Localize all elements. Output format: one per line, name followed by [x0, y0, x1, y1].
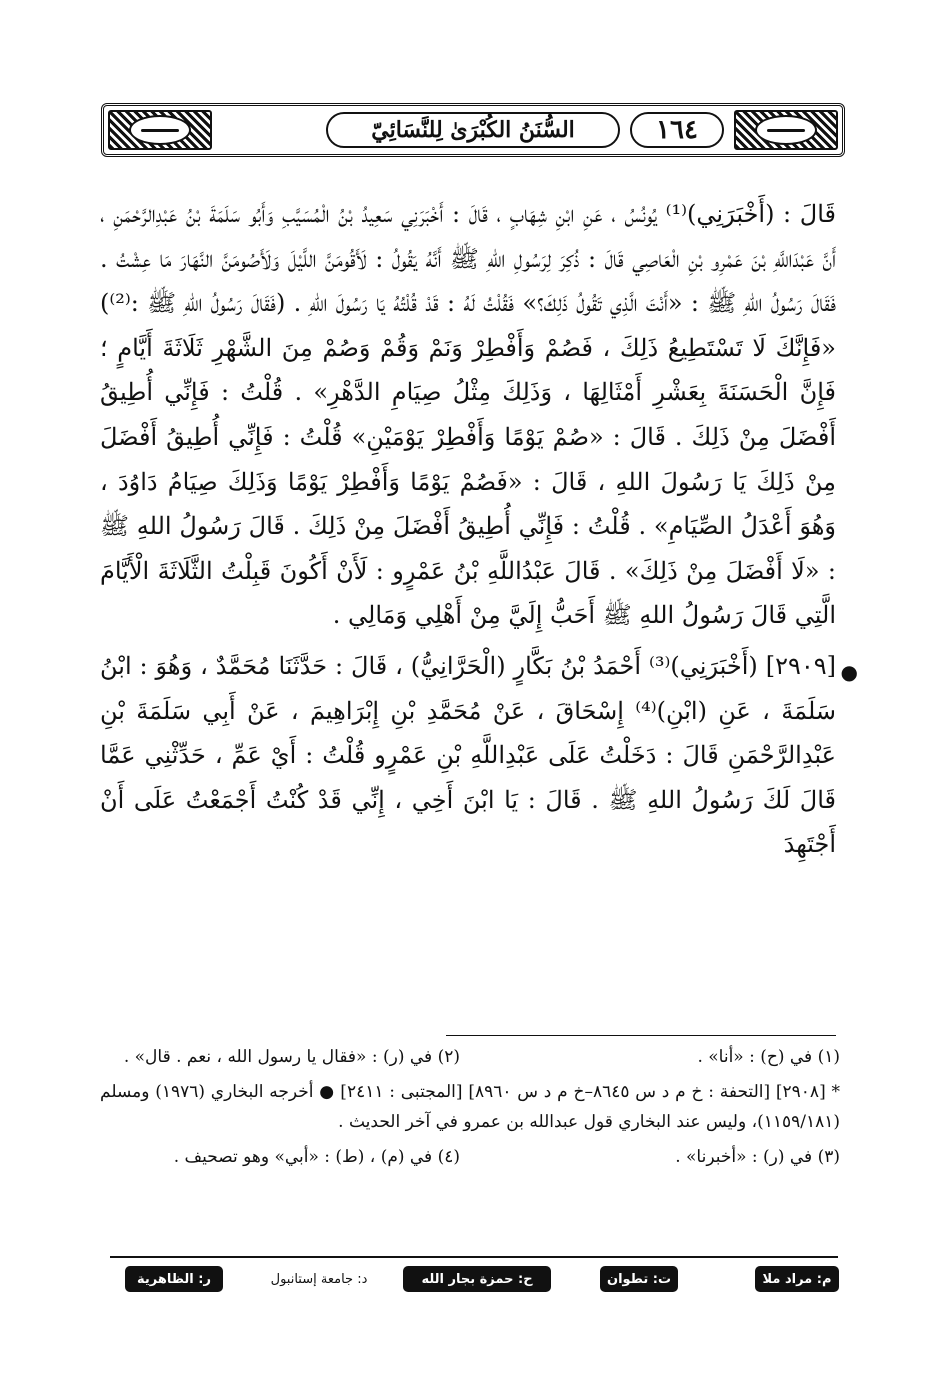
hadith-2909-text: [100, 644, 858, 867]
manuscript-legend: [0, 1266, 951, 1296]
hadith-2908-text: قَالَ : (أَخْبَرَنِي)⁽¹⁾ يُونُسُ ، عَنِ ابْنِ شِهَابٍ ، قَالَ : أَخْبَرَنِي سَعِيدُ بْنُ الْمُسَيَّبِ وَأَبُو سَلَمَةَ بْنُ عَبْدِالرَّحْمَنِ ، أَنَّ عَبْدَاللَّهِ بْنَ عَمْرِو بْنِ الْعَاصِي قَالَ : ذُكِرَ لِرَسُولِ اللهِ ﷺ أَنَّهُ يَقُولُ : لَأَقُومَنَّ اللَّيْلَ وَلَأَصُومَنَّ النَّهَارَ مَا عِشْتُ . فَقَالَ رَسُولُ اللهِ ﷺ : «أَنْتَ الَّذِي تَقُولُ ذَلِكَ؟» فَقُلْتُ لَهُ : قَدْ قُلْتُهُ يَا رَسُولَ اللهِ . (فَقَالَ رَسُولُ اللهِ ﷺ :⁽²⁾) «فَإِنَّكَ لَا تَسْتَطِيعُ ذَلِكَ ، فَصُمْ وَأَفْطِرْ وَنَمْ وَقُمْ وَصُمْ مِنَ الشَّهْرِ ثَلَاثَةَ أَيَّامٍ ؛ فَإِنَّ الْحَسَنَةَ بِعَشْرِ أَمْثَالِهَا ، وَذَلِكَ مِثْلُ صِيَامِ الدَّهْرِ» . قُلْتُ : فَإِنِّي أُطِيقُ أَفْضَلَ مِنْ ذَلِكَ . قَالَ : «صُمْ يَوْمًا وَأَفْطِرْ يَوْمَيْنِ» قُلْتُ : فَإِنِّي أُطِيقُ أَفْضَلَ مِنْ ذَلِكَ يَا رَسُولَ اللهِ ، قَالَ : «فَصُمْ يَوْمًا وَأَفْطِرْ يَوْمًا وَذَلِكَ صِيَامُ دَاوُدَ ، وَهُوَ أَعْدَلُ الصِّيَامِ» . قُلْتُ : فَإِنِّي أُطِيقُ أَفْضَلَ مِنْ ذَلِكَ . قَالَ رَسُولُ اللهِ ﷺ : «لَا أَفْضَلَ مِنْ ذَلِكَ» . قَالَ عَبْدُاللَّهِ بْنُ عَمْرٍو : لَأَنْ أَكُونَ قَبِلْتُ الثَّلَاثَةَ الْأَيَّامَ الَّتِي قَالَ رَسُولُ اللهِ ﷺ أَحَبُّ إِلَيَّ مِنْ أَهْلِي وَمَالِي .: [100, 200, 836, 630]
header-ornament-right: [734, 110, 838, 150]
footnote-1: (١) في (ح) : «أنا» .: [697, 1047, 840, 1067]
footnote-4: (٤) في (م) ، (ط) : «أبي» وهو تصحيف .: [173, 1147, 460, 1167]
ornament-seal-icon: [129, 115, 191, 145]
main-text: [100, 192, 858, 867]
book-title: السُّنَنُ الكُبْرَىٰ لِلنَّسَائِيّ: [326, 112, 620, 148]
hadith-2909-body: [٢٩٠٩] (أَخْبَرَنِي)⁽³⁾ أَحْمَدُ بْنُ بَكَّارٍ (الْحَرَّانِيُّ) ، قَالَ : حَدَّثَنَا مُحَمَّدٌ ، وَهُوَ : ابْنُ سَلَمَةَ ، عَنِ (ابْنِ)⁽⁴⁾ إِسْحَاقَ ، عَنْ مُحَمَّدِ بْنِ إِبْرَاهِيمَ ، عَنْ أَبِي سَلَمَةَ بْنِ عَبْدِالرَّحْمَنِ قَالَ : دَخَلْتُ عَلَى عَبْدِاللَّهِ بْنِ عَمْرٍو قُلْتُ : أَيْ عَمِّ ، حَدِّثْنِي عَمَّا قَالَ لَكَ رَسُولُ اللهِ ﷺ . قَالَ : يَا ابْنَ أَخِي ، إِنِّي قَدْ كُنْتُ أَجْمَعْتُ عَلَى أَنْ أَجْتَهِدَ: [100, 651, 836, 859]
ornament-seal-icon: [755, 115, 817, 145]
bullet-icon: ●: [840, 659, 858, 684]
manuscript-label-h: ح: حمزة بجار الله: [403, 1266, 551, 1292]
footnote-row: [100, 1042, 840, 1072]
bottom-divider: [110, 1256, 838, 1258]
footnote-2: (٢) في (ر) : «فقال يا رسول الله ، نعم . قال» .: [123, 1047, 460, 1067]
footnote-divider: [446, 1035, 836, 1036]
page-number: ١٦٤: [630, 112, 724, 148]
manuscript-label-d: د: جامعة إستانبول: [270, 1271, 368, 1287]
footnote-3: (٣) في (ر) : «أخبرنا» .: [675, 1147, 840, 1167]
page-header: [101, 103, 845, 157]
takhrij-note: * [٢٩٠٨] [التحفة : خ م د س ٨٦٤٥–خ م د س ٨٩٦٠] [المجتبى : ٢٤١١] ● أخرجه البخاري (١٩٧٦) ومسلم (١١٥٩/١٨١)، وليس عند البخاري قول عبدالله بن عمرو في آخر الحديث .: [100, 1082, 840, 1132]
manuscript-label-m: م: مراد ملا: [755, 1266, 839, 1292]
footnote-row: [100, 1142, 840, 1172]
header-ornament-left: [108, 110, 212, 150]
footnotes: [100, 1042, 840, 1172]
manuscript-label-r: ر: الظاهرية: [125, 1266, 223, 1292]
manuscript-label-t: ت: تطوان: [600, 1266, 678, 1292]
